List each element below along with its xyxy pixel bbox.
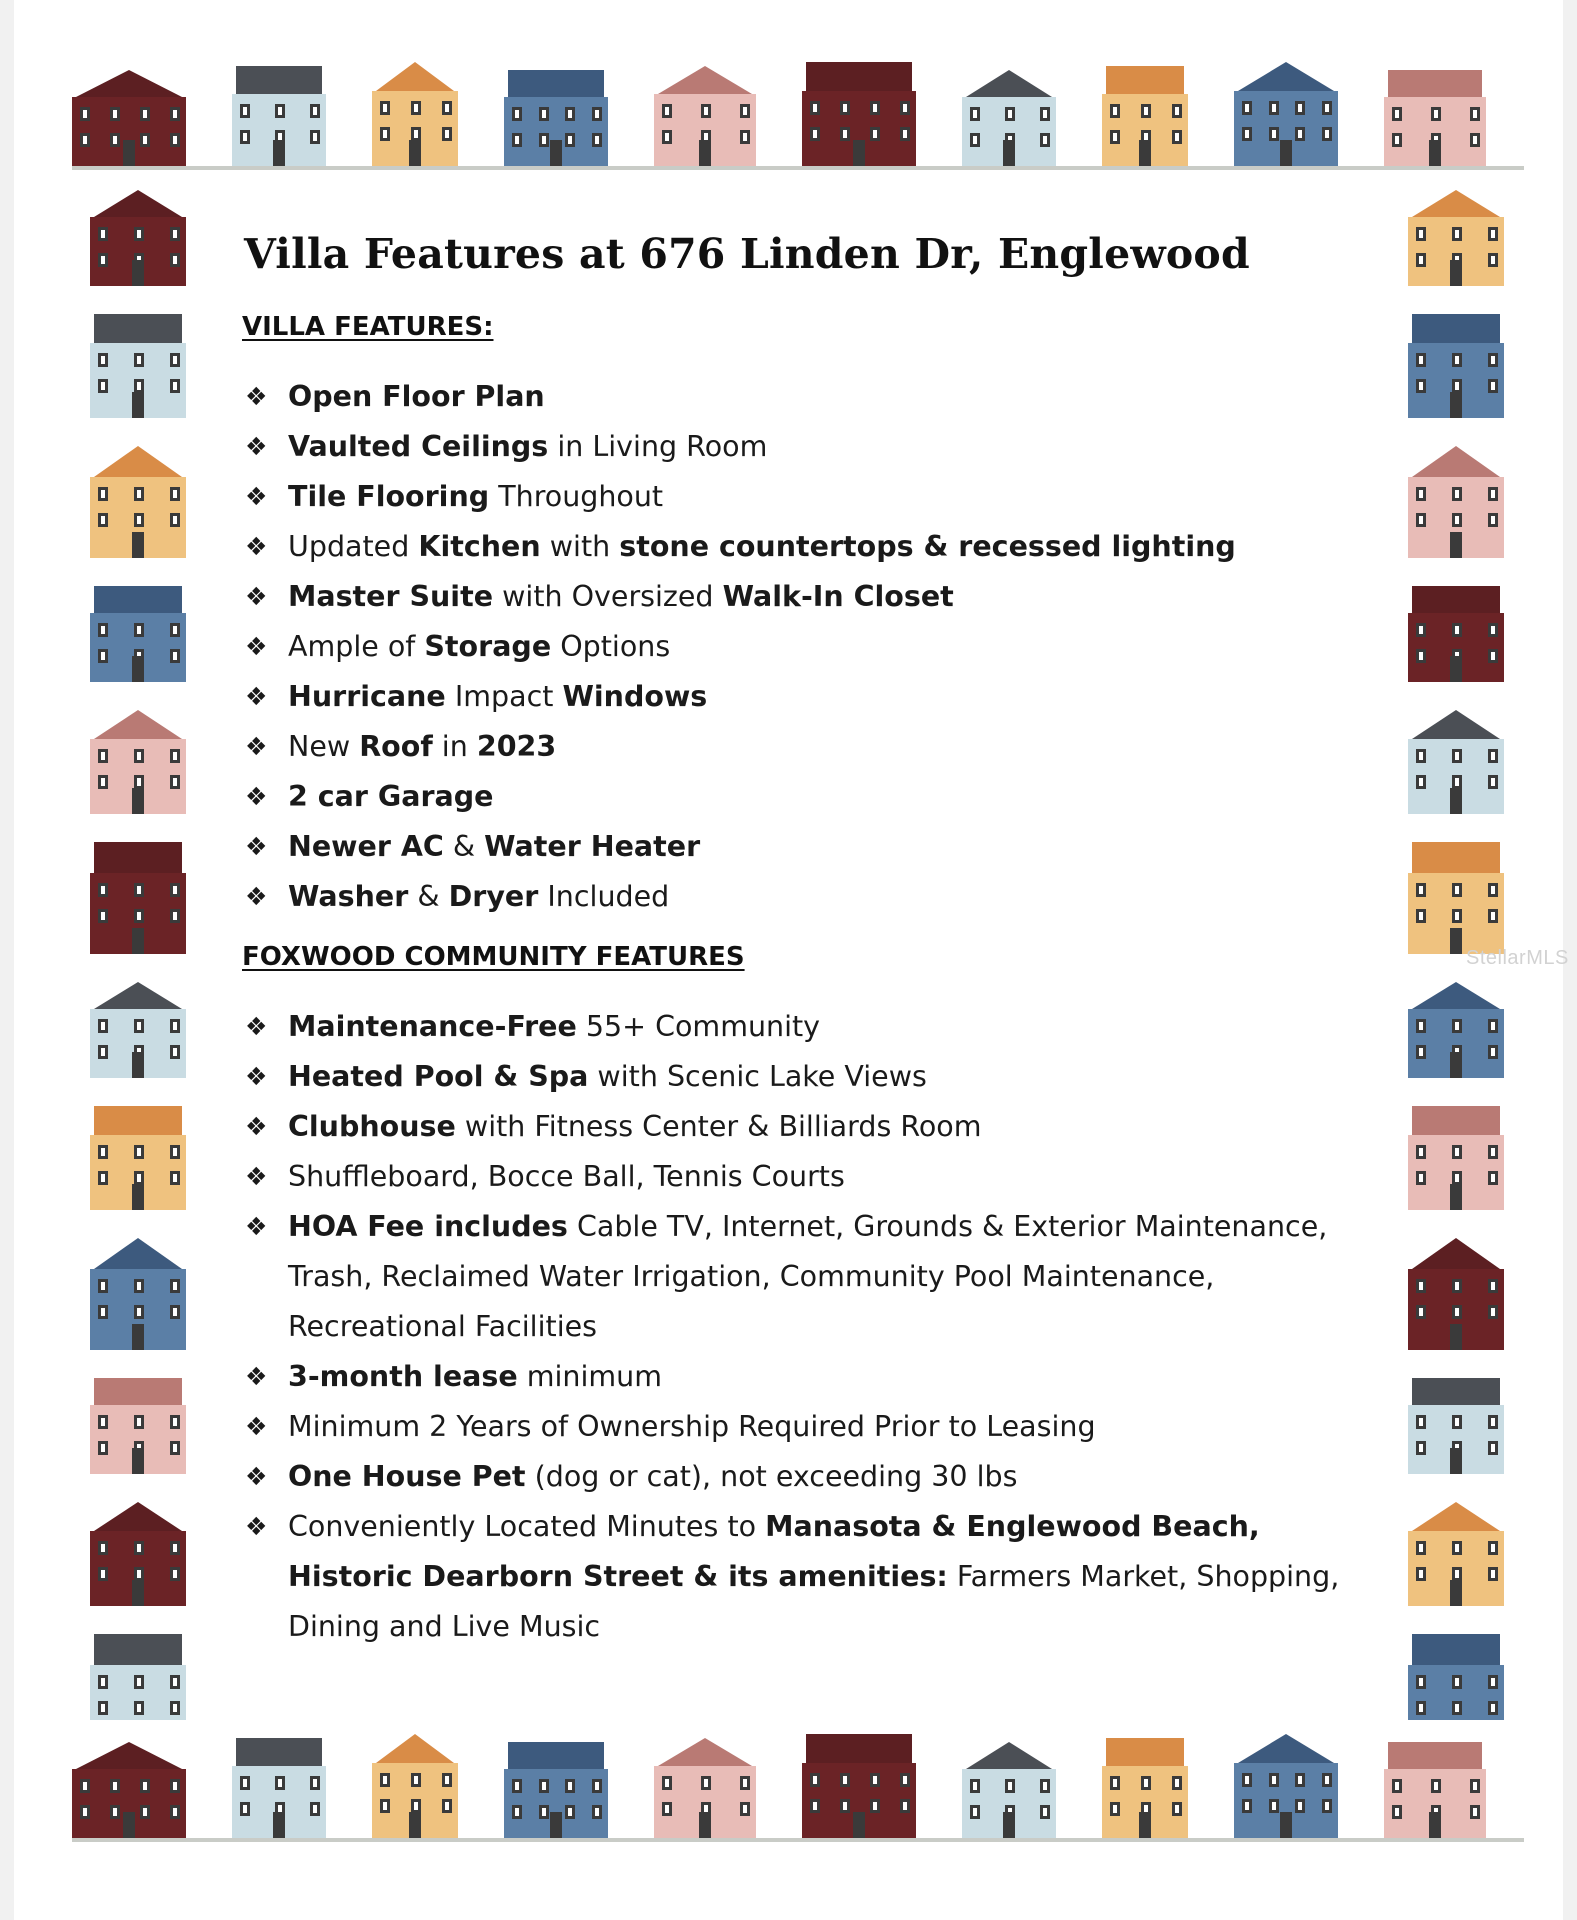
house-illustration — [1408, 982, 1504, 1078]
house-illustration — [1408, 842, 1504, 954]
house-illustration — [90, 1378, 186, 1474]
diamond-bullet-icon: ❖ — [245, 1062, 268, 1091]
feature-item — [242, 672, 1392, 722]
feature-text: Heated Pool & Spa — [288, 1060, 589, 1093]
house-illustration — [90, 1634, 186, 1720]
house-illustration — [232, 1738, 326, 1838]
feature-text: with — [540, 530, 620, 563]
feature-text: minimum — [517, 1360, 662, 1393]
house-illustration — [1384, 1742, 1486, 1838]
feature-text: Tile Flooring — [288, 480, 490, 513]
diamond-bullet-icon: ❖ — [245, 1412, 268, 1441]
feature-item — [242, 1202, 1392, 1352]
feature-text: Shuffleboard, Bocce Ball, Tennis Courts — [288, 1160, 845, 1193]
left-house-border — [76, 190, 206, 1720]
feature-item — [242, 772, 1392, 822]
house-illustration — [962, 70, 1056, 166]
feature-text: New — [288, 730, 360, 763]
feature-item — [242, 1352, 1392, 1402]
diamond-bullet-icon: ❖ — [245, 882, 268, 911]
house-illustration — [1408, 1634, 1504, 1720]
bottom-house-border — [72, 1712, 1524, 1842]
feature-text: with Scenic Lake Views — [588, 1060, 927, 1093]
house-illustration — [90, 1238, 186, 1350]
feature-text: Newer AC — [288, 830, 444, 863]
feature-text: 3-month lease — [288, 1360, 518, 1393]
diamond-bullet-icon: ❖ — [245, 782, 268, 811]
feature-item — [242, 622, 1392, 672]
house-illustration — [1102, 1738, 1188, 1838]
diamond-bullet-icon: ❖ — [245, 732, 268, 761]
house-illustration — [1234, 1734, 1338, 1838]
house-illustration — [90, 1106, 186, 1210]
diamond-bullet-icon: ❖ — [245, 482, 268, 511]
feature-text: Conveniently Located Minutes to — [288, 1510, 766, 1543]
house-illustration — [962, 1742, 1056, 1838]
house-illustration — [1384, 70, 1486, 166]
feature-text: HOA Fee includes — [288, 1210, 568, 1243]
feature-text: & — [408, 880, 449, 913]
flyer-page — [14, 0, 1569, 1920]
house-illustration — [90, 842, 186, 954]
feature-text: Manasota & Englewood Beach, Historic Dearborn Street & its amenities: — [288, 1510, 1260, 1593]
top-house-border — [72, 40, 1524, 170]
feature-text: Clubhouse — [288, 1110, 456, 1143]
house-illustration — [1408, 586, 1504, 682]
feature-text: Included — [538, 880, 670, 913]
feature-text: Storage — [424, 630, 552, 663]
house-illustration — [1102, 66, 1188, 166]
house-illustration — [372, 1734, 458, 1838]
feature-text: Minimum 2 Years of Ownership Required Prior to Leasing — [288, 1410, 1096, 1443]
house-illustration — [1408, 314, 1504, 418]
house-illustration — [504, 70, 608, 166]
feature-text: stone countertops & recessed lighting — [619, 530, 1236, 563]
house-illustration — [1408, 446, 1504, 558]
feature-item — [242, 372, 1392, 422]
feature-text: (dog or cat), not exceeding 30 lbs — [525, 1460, 1018, 1493]
villa-features-list — [242, 372, 1392, 922]
feature-item — [242, 472, 1392, 522]
diamond-bullet-icon: ❖ — [245, 1512, 268, 1541]
house-illustration — [654, 1738, 756, 1838]
house-illustration — [504, 1742, 608, 1838]
feature-text: with Fitness Center & Billiards Room — [455, 1110, 982, 1143]
feature-text: & — [443, 830, 485, 863]
diamond-bullet-icon: ❖ — [245, 682, 268, 711]
house-illustration — [1408, 710, 1504, 814]
feature-text: Ample of — [288, 630, 425, 663]
feature-text: Roof — [359, 730, 433, 763]
mls-watermark: StellarMLS — [1466, 947, 1569, 969]
feature-text: Throughout — [489, 480, 664, 513]
feature-item — [242, 822, 1392, 872]
feature-text: One House Pet — [288, 1460, 526, 1493]
feature-text: Options — [551, 630, 671, 663]
feature-text: Master Suite — [288, 580, 494, 613]
feature-text: 2 car Garage — [288, 780, 494, 813]
house-illustration — [1234, 62, 1338, 166]
feature-item — [242, 1102, 1392, 1152]
feature-text: Updated — [288, 530, 419, 563]
feature-text: 2023 — [476, 730, 557, 763]
house-illustration — [802, 1734, 916, 1838]
feature-item — [242, 1152, 1392, 1202]
house-illustration — [90, 1502, 186, 1606]
house-illustration — [1408, 190, 1504, 286]
house-illustration — [1408, 1238, 1504, 1350]
house-illustration — [72, 70, 186, 166]
house-illustration — [90, 314, 186, 418]
diamond-bullet-icon: ❖ — [245, 1212, 268, 1241]
feature-text: Maintenance-Free — [288, 1010, 577, 1043]
flyer-content — [242, 210, 1392, 1676]
feature-text: Hurricane — [288, 680, 446, 713]
feature-text: in — [432, 730, 477, 763]
feature-item — [242, 1402, 1392, 1452]
feature-item — [242, 572, 1392, 622]
house-illustration — [90, 710, 186, 814]
house-illustration — [372, 62, 458, 166]
diamond-bullet-icon: ❖ — [245, 1362, 268, 1391]
page-title: Villa Features at 676 Linden Dr, Englewood — [244, 230, 1250, 278]
feature-text: Dryer — [448, 880, 539, 913]
house-illustration — [1408, 1378, 1504, 1474]
diamond-bullet-icon: ❖ — [245, 832, 268, 861]
house-illustration — [1408, 1502, 1504, 1606]
house-illustration — [90, 446, 186, 558]
diamond-bullet-icon: ❖ — [245, 582, 268, 611]
diamond-bullet-icon: ❖ — [245, 432, 268, 461]
feature-item — [242, 1052, 1392, 1102]
feature-text: in Living Room — [548, 430, 768, 463]
feature-text: Water Heater — [484, 830, 701, 863]
feature-item — [242, 1502, 1392, 1652]
diamond-bullet-icon: ❖ — [245, 1162, 268, 1191]
feature-item — [242, 722, 1392, 772]
diamond-bullet-icon: ❖ — [245, 1112, 268, 1141]
feature-text: Walk-In Closet — [722, 580, 954, 613]
feature-item — [242, 1452, 1392, 1502]
feature-text: Cable TV, Internet, Grounds & Exterior Maintenance, Trash, Reclaimed Water Irrigation, Community Pool Maintenance, Recreational Facilities — [288, 1210, 1328, 1343]
diamond-bullet-icon: ❖ — [245, 1012, 268, 1041]
feature-item — [242, 522, 1392, 572]
house-illustration — [1408, 1106, 1504, 1210]
diamond-bullet-icon: ❖ — [245, 632, 268, 661]
feature-text: Vaulted Ceilings — [288, 430, 549, 463]
house-illustration — [802, 62, 916, 166]
feature-text: with Oversized — [493, 580, 723, 613]
feature-text: Washer — [288, 880, 409, 913]
feature-text: Open Floor Plan — [288, 380, 545, 413]
community-features-list — [242, 1002, 1392, 1652]
feature-text: Kitchen — [418, 530, 541, 563]
diamond-bullet-icon: ❖ — [245, 1462, 268, 1491]
diamond-bullet-icon: ❖ — [245, 532, 268, 561]
house-illustration — [90, 982, 186, 1078]
feature-text: Windows — [562, 680, 708, 713]
house-illustration — [232, 66, 326, 166]
house-illustration — [72, 1742, 186, 1838]
feature-item — [242, 1002, 1392, 1052]
house-illustration — [654, 66, 756, 166]
feature-text: Farmers Market, Shopping, Dining and Live Music — [288, 1560, 1340, 1643]
feature-item — [242, 422, 1392, 472]
community-features-heading: FOXWOOD COMMUNITY FEATURES — [242, 942, 745, 972]
villa-features-heading: VILLA FEATURES: — [242, 312, 494, 342]
diamond-bullet-icon: ❖ — [245, 382, 268, 411]
feature-item — [242, 872, 1392, 922]
feature-text: Impact — [445, 680, 563, 713]
feature-text: 55+ Community — [576, 1010, 821, 1043]
house-illustration — [90, 586, 186, 682]
house-illustration — [90, 190, 186, 286]
